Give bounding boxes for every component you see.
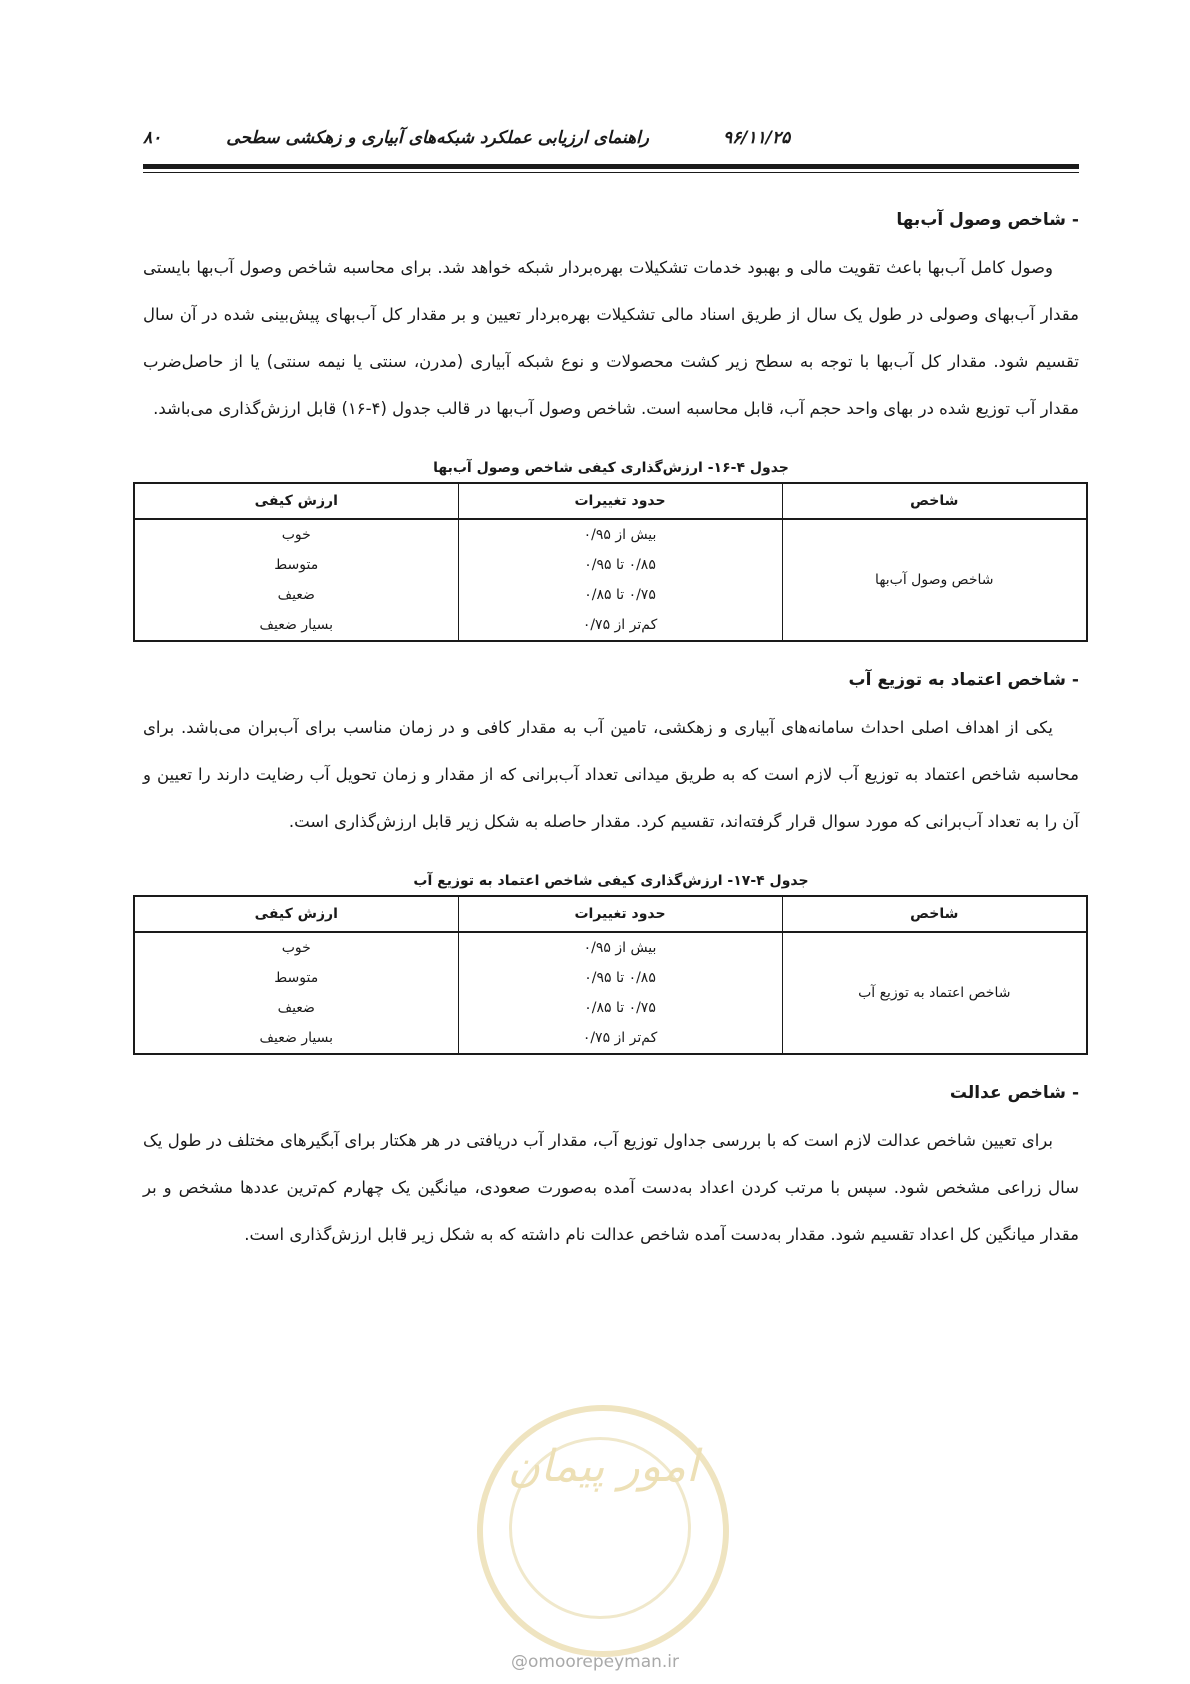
page-content bbox=[143, 210, 1079, 1258]
table-row bbox=[134, 519, 1087, 550]
value-cell: بسیار ضعیف bbox=[134, 1023, 458, 1054]
header-title: راهنمای ارزیابی عملکرد شبکه‌های آبیاری و زهکشی سطحی bbox=[226, 128, 649, 148]
index-name-cell: شاخص اعتماد به توزیع آب bbox=[782, 932, 1087, 1054]
range-cell: ۰/۸۵ تا ۰/۹۵ bbox=[458, 550, 782, 580]
value-cell: ضعیف bbox=[134, 993, 458, 1023]
watermark-logo-text: امور پیمان bbox=[507, 1441, 699, 1492]
section-paragraph-fee-collection: وصول کامل آب‌بها باعث تقویت مالی و بهبود خدمات تشکیلات بهره‌بردار شبکه خواهد شد. برای محاسبه شاخص وصول آب‌بها بایستی مقدار آب‌بهای وصولی در طول یک سال از طریق اسناد مالی تشکیلات بهره‌بردار تعیین و بر مقدار کل آب‌بهای پیش‌بینی شده در آن سال تقسیم شود. مقدار کل آب‌بها با توجه به سطح زیر کشت محصولات و نوع شبکه آبیاری (مدرن، سنتی یا نیمه سنتی) یا از حاصل‌ضرب مقدار آب توزیع شده در بهای واحد حجم آب، قابل محاسبه است. شاخص وصول آب‌بها در قالب جدول (۴-۱۶) قابل ارزش‌گذاری می‌باشد. bbox=[143, 258, 1079, 418]
value-cell: متوسط bbox=[134, 550, 458, 580]
range-cell: کم‌تر از ۰/۷۵ bbox=[458, 610, 782, 641]
watermark-logo bbox=[477, 1405, 729, 1657]
section-paragraph-equity: برای تعیین شاخص عدالت لازم است که با بررسی جداول توزیع آب، مقدار آب دریافتی در هر هکتار برای آبگیرهای مختلف در طول یک سال زراعی مشخص شود. سپس با مرتب کردن اعداد به‌دست آمده به‌صورت صعودی، میانگین یک چهارم کم‌ترین عددها مشخص و بر مقدار میانگین کل اعداد تقسیم شود. مقدار به‌دست آمده شاخص عدالت نام داشته که به شکل زیر قابل ارزش‌گذاری است. bbox=[143, 1131, 1079, 1244]
header-rule bbox=[143, 164, 1079, 169]
table-header-index: شاخص bbox=[782, 483, 1087, 519]
range-cell: ۰/۷۵ تا ۰/۸۵ bbox=[458, 580, 782, 610]
page-number: ۸۰ bbox=[143, 128, 162, 148]
section-heading-distribution-reliability: - شاخص اعتماد به توزیع آب bbox=[848, 670, 1079, 690]
range-cell: بیش از ۰/۹۵ bbox=[458, 519, 782, 550]
section-paragraph-distribution-reliability: یکی از اهداف اصلی احداث سامانه‌های آبیاری و زهکشی، تامین آب به مقدار کافی و در زمان مناسب برای آب‌بران می‌باشد. برای محاسبه شاخص اعتماد به توزیع آب لازم است که به طریق میدانی تعداد آب‌برانی که از مقدار و زمان تحویل آب رضایت دارند را تعیین و آن را به تعداد آب‌برانی که مورد سوال قرار گرفته‌اند، تقسیم کرد. مقدار حاصله به شکل زیر قابل ارزش‌گذاری است. bbox=[143, 718, 1079, 831]
header-date: ۹۶/۱۱/۲۵ bbox=[723, 128, 791, 148]
range-cell: ۰/۷۵ تا ۰/۸۵ bbox=[458, 993, 782, 1023]
value-cell: خوب bbox=[134, 932, 458, 963]
table-header-index: شاخص bbox=[782, 896, 1087, 932]
table-caption-17: جدول ۴-۱۷- ارزش‌گذاری کیفی شاخص اعتماد به توزیع آب bbox=[413, 873, 809, 889]
table-row bbox=[134, 932, 1087, 963]
evaluation-table-17 bbox=[133, 895, 1088, 1055]
table-header-range: حدود تغییرات bbox=[458, 896, 782, 932]
table-header-value: ارزش کیفی bbox=[134, 896, 458, 932]
index-name-cell: شاخص وصول آب‌بها bbox=[782, 519, 1087, 641]
header-rule-thin bbox=[143, 172, 1079, 173]
value-cell: خوب bbox=[134, 519, 458, 550]
running-header bbox=[143, 128, 1079, 168]
evaluation-table-16 bbox=[133, 482, 1088, 642]
table-caption-16: جدول ۴-۱۶- ارزش‌گذاری کیفی شاخص وصول آب‌بها bbox=[433, 460, 789, 476]
table-header-range: حدود تغییرات bbox=[458, 483, 782, 519]
value-cell: ضعیف bbox=[134, 580, 458, 610]
watermark-site: @omoorepeyman.ir bbox=[510, 1652, 680, 1672]
value-cell: بسیار ضعیف bbox=[134, 610, 458, 641]
range-cell: ۰/۸۵ تا ۰/۹۵ bbox=[458, 963, 782, 993]
value-cell: متوسط bbox=[134, 963, 458, 993]
section-heading-equity: - شاخص عدالت bbox=[949, 1083, 1079, 1103]
section-heading-fee-collection: - شاخص وصول آب‌بها bbox=[896, 210, 1079, 230]
table-header-value: ارزش کیفی bbox=[134, 483, 458, 519]
range-cell: کم‌تر از ۰/۷۵ bbox=[458, 1023, 782, 1054]
range-cell: بیش از ۰/۹۵ bbox=[458, 932, 782, 963]
